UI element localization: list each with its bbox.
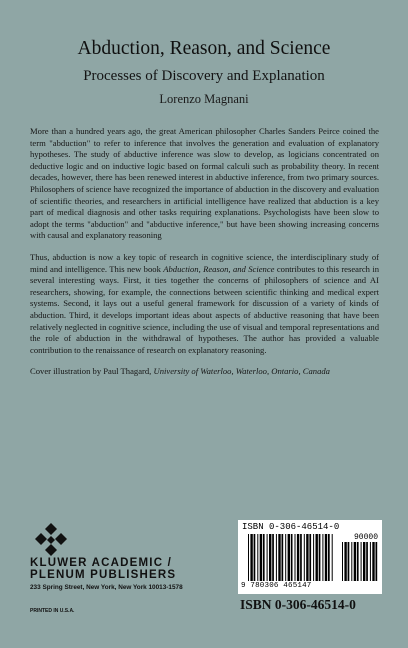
barcode-bar	[328, 534, 330, 581]
barcode-bar	[363, 542, 365, 581]
barcode-bar	[291, 534, 293, 581]
barcode-bar	[332, 534, 333, 581]
barcode-bar	[354, 542, 356, 581]
cover-credit	[30, 366, 379, 378]
isbn-bottom: ISBN 0-306-46514-0	[240, 597, 356, 612]
barcode-bar	[316, 534, 318, 581]
publisher-name-line1: KLUWER ACADEMIC /	[30, 557, 172, 569]
barcode-bar	[285, 534, 286, 581]
description-paragraph-1: More than a hundred years ago, the great American philosopher Charles Sanders Peirce coined the term "abduction" to refer to inference that involves the generation and evaluation of explanatory hypotheses. The study of abductive inference was slow to develop, as logicians concentrated on deductive logic and on inductive logic based on formal calculi such as probability theory. In recent decades, however, there has been renewed interest in abductive inference, from two primary sources. Philosophers of science have recognized the importance of abduction in the discovery and evaluation of scientific theories, and researchers in artificial intelligence have realized that abduction is a key part of medical diagnosis and other tasks requiring explanations. Psychologists have been slow to adopt the terms "abduction" and "abductive inference," but have been showing increasing concerns with causal and explanatory reasoning	[30, 126, 379, 241]
barcode-bar	[309, 534, 311, 581]
barcode-bar	[282, 534, 284, 581]
barcode-bar	[263, 534, 265, 581]
barcode-bar	[260, 534, 262, 581]
barcode-bar	[288, 534, 290, 581]
paragraph-2-end: contributes to this research in several interesting ways. First, it ties together the concerns of philosophers of science and AI researchers, showing, for example, the connections between scientific thinking and medical expert systems. Second, it lays out a useful general framework for discussion of a variety of kinds of abduction. Third, it develops important ideas about aspects of abductive reasoning that have been relatively neglected in cognitive science, including the use of visual and temporal representations and the role of abduction in the withdrawal of hypotheses. The author has provided a valuable contribution to the renaissance of research on explanatory reasoning.	[30, 263, 380, 355]
book-title: Abduction, Reason, and Science	[77, 38, 331, 59]
barcode-bar	[372, 542, 374, 581]
cover-credit-name: Cover illustration by Paul Thagard,	[30, 366, 154, 377]
barcode-bar	[322, 534, 323, 581]
barcode-bar	[276, 534, 277, 581]
book-title-italic: Abduction, Reason, and Science	[163, 263, 275, 274]
book-subtitle: Processes of Discovery and Explanation	[83, 68, 325, 84]
barcode-bar	[361, 542, 362, 581]
barcode-bar	[342, 542, 343, 581]
barcode-bar	[366, 542, 368, 581]
barcode-bar	[272, 534, 274, 581]
barcode-bar	[250, 534, 252, 581]
barcode-bar	[357, 542, 359, 581]
publisher-block	[30, 557, 183, 591]
barcode-isbn: ISBN 0-306-46514-0	[242, 522, 340, 532]
barcode-bar	[370, 542, 371, 581]
barcode-bar	[304, 534, 305, 581]
barcode-bar	[300, 534, 302, 581]
book-author: Lorenzo Magnani	[159, 92, 249, 106]
barcode-bar	[295, 534, 296, 581]
barcode-bar	[325, 534, 327, 581]
description-text	[30, 126, 379, 388]
barcode-bar	[376, 542, 378, 581]
paragraph-2-start: Thus, abduction is now a key topic of research in cognitive science, the interdisciplinary study of mind and intelligence. This new book	[30, 251, 379, 274]
publisher-name-line2: PLENUM PUBLISHERS	[30, 569, 177, 581]
publisher-logo-icon	[34, 522, 68, 556]
barcode-bar	[319, 534, 321, 581]
printed-in-usa: PRINTED IN U.S.A.	[30, 608, 75, 614]
barcode-bar	[278, 534, 280, 581]
description-paragraph-2	[30, 252, 379, 356]
barcode-bar	[254, 534, 256, 581]
barcode-bar	[351, 542, 352, 581]
barcode-bar	[306, 534, 308, 581]
barcode-addon-number: 90000	[353, 533, 378, 542]
barcode-label	[238, 520, 382, 594]
barcode-bar	[348, 542, 350, 581]
barcode-bar	[257, 534, 258, 581]
barcode-bar	[267, 534, 268, 581]
barcode-bar	[344, 542, 346, 581]
barcode-bar	[269, 534, 271, 581]
barcode-bar	[313, 534, 314, 581]
cover-credit-affiliation: University of Waterloo, Waterloo, Ontario, Canada	[153, 366, 330, 377]
barcode-bar	[248, 534, 249, 581]
publisher-address: 233 Spring Street, New York, New York 10013-1578	[30, 584, 183, 591]
barcode-bar	[297, 534, 299, 581]
barcode-digits: 9 780306 465147	[241, 582, 312, 590]
